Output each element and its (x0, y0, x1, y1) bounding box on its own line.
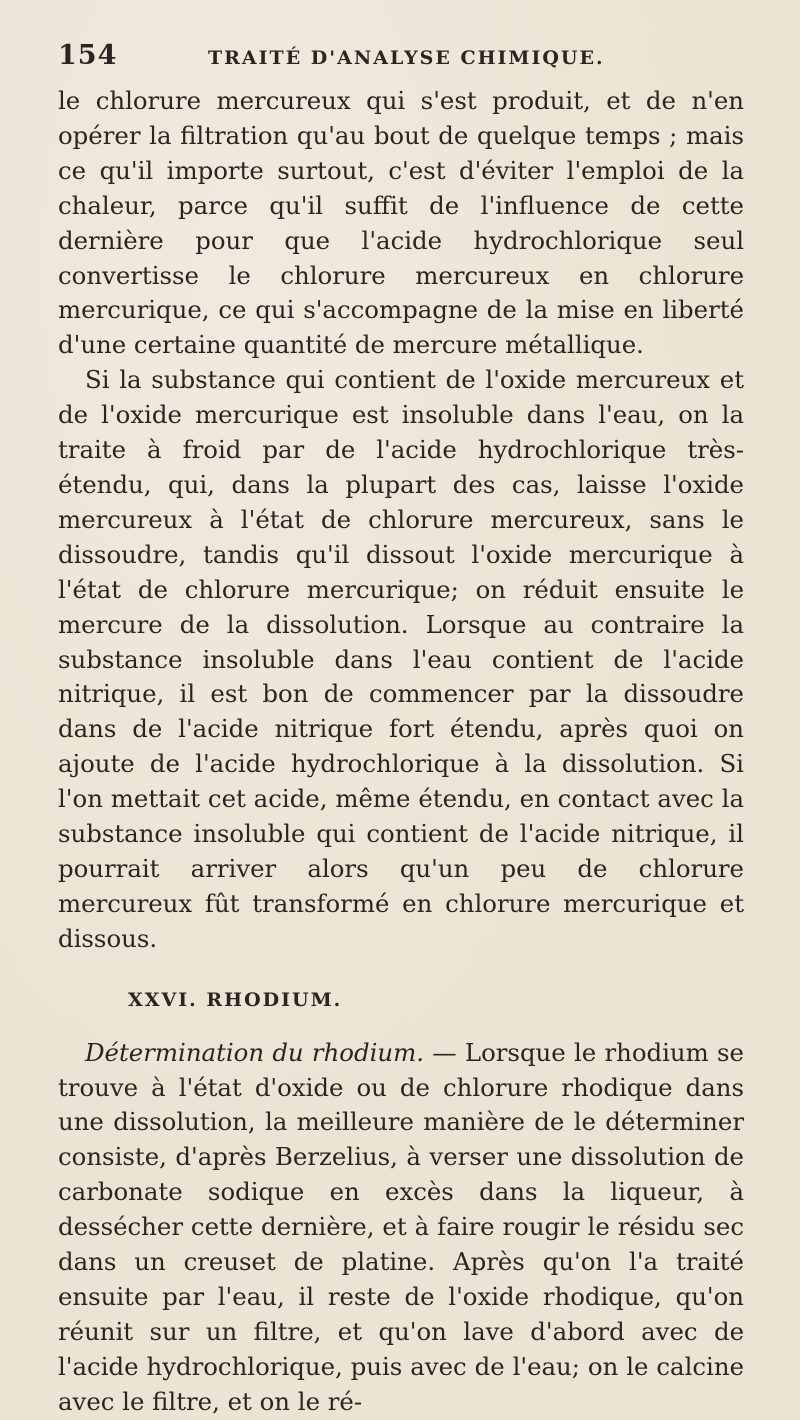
section-heading: XXVI. RHODIUM. (128, 988, 343, 1011)
page-body (58, 84, 744, 1420)
running-head: TRAITÉ D'ANALYSE CHIMIQUE. (208, 47, 605, 69)
paragraph-rhodium-text: — Lorsque le rhodium se trouve à l'état d'oxide ou de chlorure rhodique dans une dissolution, la meilleure manière de le déterminer consiste, d'après Berzelius, à verser une dissolution de carbonate sodique en excès dans la liqueur, à dessécher cette dernière, et à faire rougir le résidu sec dans un creuset de platine. Après qu'on l'a traité ensuite par l'eau, il reste de l'oxide rhodique, qu'on réunit sur un filtre, et qu'on lave d'abord avec de l'acide hydrochlorique, puis avec de l'eau; on le calcine avec le filtre, et on le ré- (58, 1037, 744, 1416)
paragraph-rhodium (58, 1036, 744, 1420)
paragraph-continued: le chlorure mercureux qui s'est produit, et de n'en opérer la filtration qu'au bout de quelque temps ; mais ce qu'il importe surtout, c'est d'éviter l'emploi de la chaleur, parce qu'il suffit de l'influence de cette dernière pour que l'acide hydrochlorique seul convertisse le chlorure mercureux en chlorure mercurique, ce qui s'accompagne de la mise en liberté d'une certaine quantité de mercure métallique. (58, 86, 744, 360)
paragraph-insoluble-substance: Si la substance qui contient de l'oxide mercureux et de l'oxide mercurique est insoluble dans l'eau, on la traite à froid par de l'acide hydrochlorique très-étendu, qui, dans la plupart des cas, laisse l'oxide mercureux à l'état de chlorure mercureux, sans le dissoudre, tandis qu'il dissout l'oxide mercurique à l'état de chlorure mercurique; on réduit ensuite le mercure de la dissolution. Lorsque au contraire la substance insoluble dans l'eau contient de l'acide nitrique, il est bon de commencer par la dissoudre dans de l'acide nitrique fort étendu, après quoi on ajoute de l'acide hydrochlorique à la dissolution. Si l'on mettait cet acide, même étendu, en contact avec la substance insoluble qui contient de l'acide nitrique, il pourrait arriver alors qu'un peu de chlorure mercureux fût transformé en chlorure mercurique et dissous. (58, 365, 744, 953)
paragraph-lead: Détermination du rhodium. (85, 1037, 424, 1067)
page-number: 154 (58, 40, 118, 71)
page-header (58, 40, 744, 80)
